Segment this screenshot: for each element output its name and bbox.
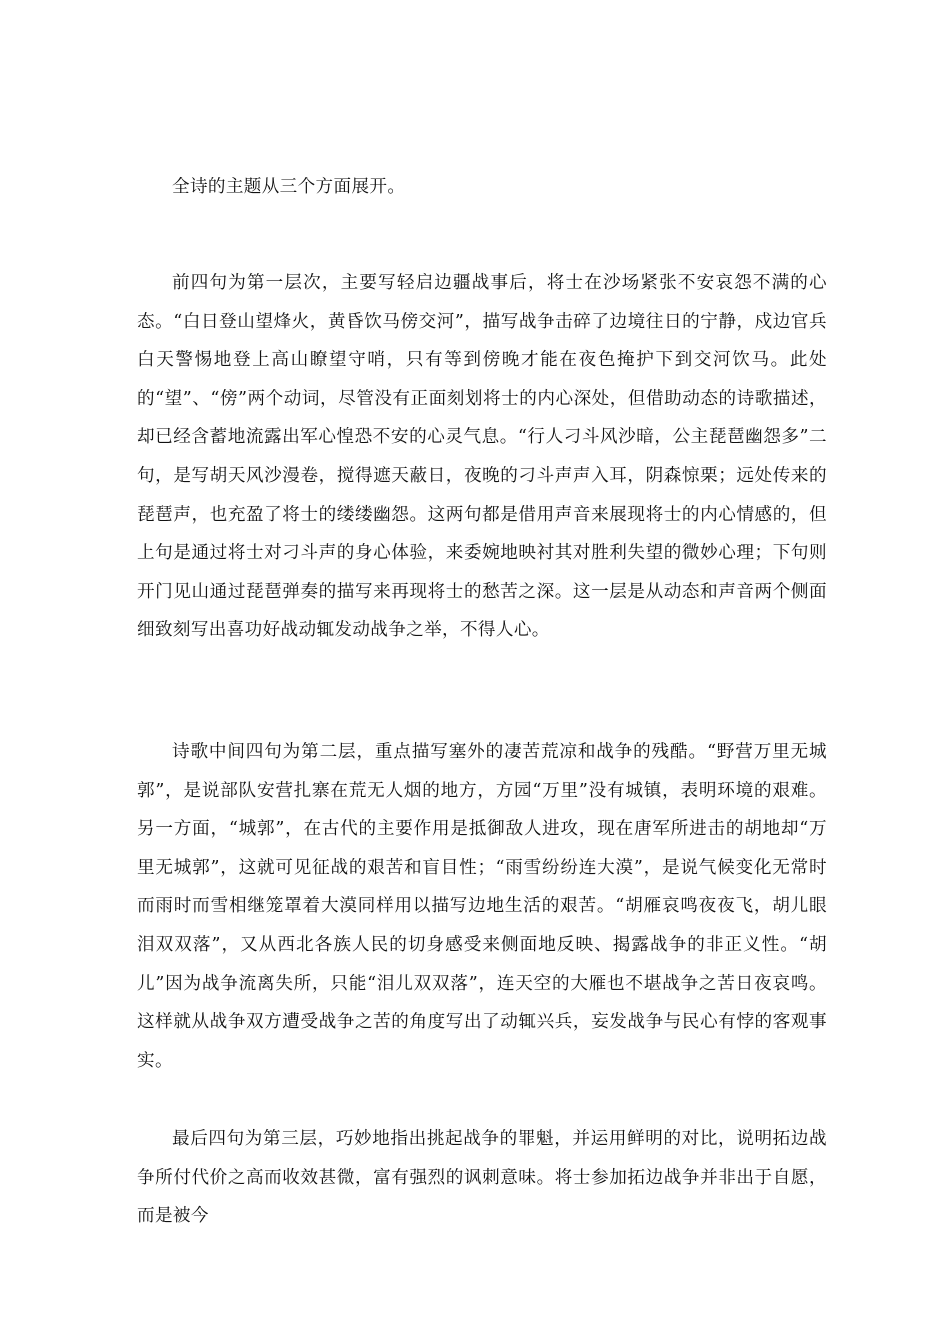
paragraph-third-layer: 最后四句为第三层，巧妙地指出挑起战争的罪魁，并运用鲜明的对比，说明拓边战争所付代价之高而收效甚微，富有强烈的讽刺意味。将士参加拓边战争并非出于自愿，而是被今 — [137, 1129, 827, 1227]
paragraph-first-layer: 前四句为第一层次，主要写轻启边疆战事后，将士在沙场紧张不安哀怨不满的心态。“白日登山望烽火，黄昏饮马傍交河”，描写战争击碎了边境往日的宁静，戍边官兵白天警惕地登上高山瞭望守哨，只有等到傍晚才能在夜色掩护下到交河饮马。此处的“望”、“傍”两个动词，尽管没有正面刻划将士的内心深处，但借助动态的诗歌描述，却已经含蓄地流露出军心惶恐不安的心灵气息。“行人刁斗风沙暗，公主琵琶幽怨多”二句，是写胡天风沙漫卷，搅得遮天蔽日，夜晚的刁斗声声入耳，阴森惊栗；远处传来的琵琶声，也充盈了将士的缕缕幽怨。这两句都是借用声音来展现将士的内心情感的，但上句是通过将士对刁斗声的身心体验，来委婉地映衬其对胜利失望的微妙心理；下句则开门见山通过琵琶弹奏的描写来再现将士的愁苦之深。这一层是从动态和声音两个侧面细致刻写出喜功好战动辄发动战争之举，不得人心。 — [137, 273, 827, 641]
paragraph-intro: 全诗的主题从三个方面展开。 — [172, 177, 406, 197]
paragraph-second-layer: 诗歌中间四句为第二层，重点描写塞外的凄苦荒凉和战争的残酷。“野营万里无城郭”，是说部队安营扎寨在荒无人烟的地方，方园“万里”没有城镇，表明环境的艰难。另一方面，“城郭”，在古代的主要作用是抵御敌人进攻，现在唐军所进击的胡地却“万里无城郭”，这就可见征战的艰苦和盲目性；“雨雪纷纷连大漠”，是说气候变化无常时而雨时而雪相继笼罩着大漠同样用以描写边地生活的艰苦。“胡雁哀鸣夜夜飞，胡儿眼泪双双落”，又从西北各族人民的切身感受来侧面地反映、揭露战争的非正义性。“胡儿”因为战争流离失所，只能“泪儿双双落”，连天空的大雁也不堪战争之苦日夜哀鸣。这样就从战争双方遭受战争之苦的角度写出了动辄兴兵，妄发战争与民心有悖的客观事实。 — [137, 742, 827, 1071]
